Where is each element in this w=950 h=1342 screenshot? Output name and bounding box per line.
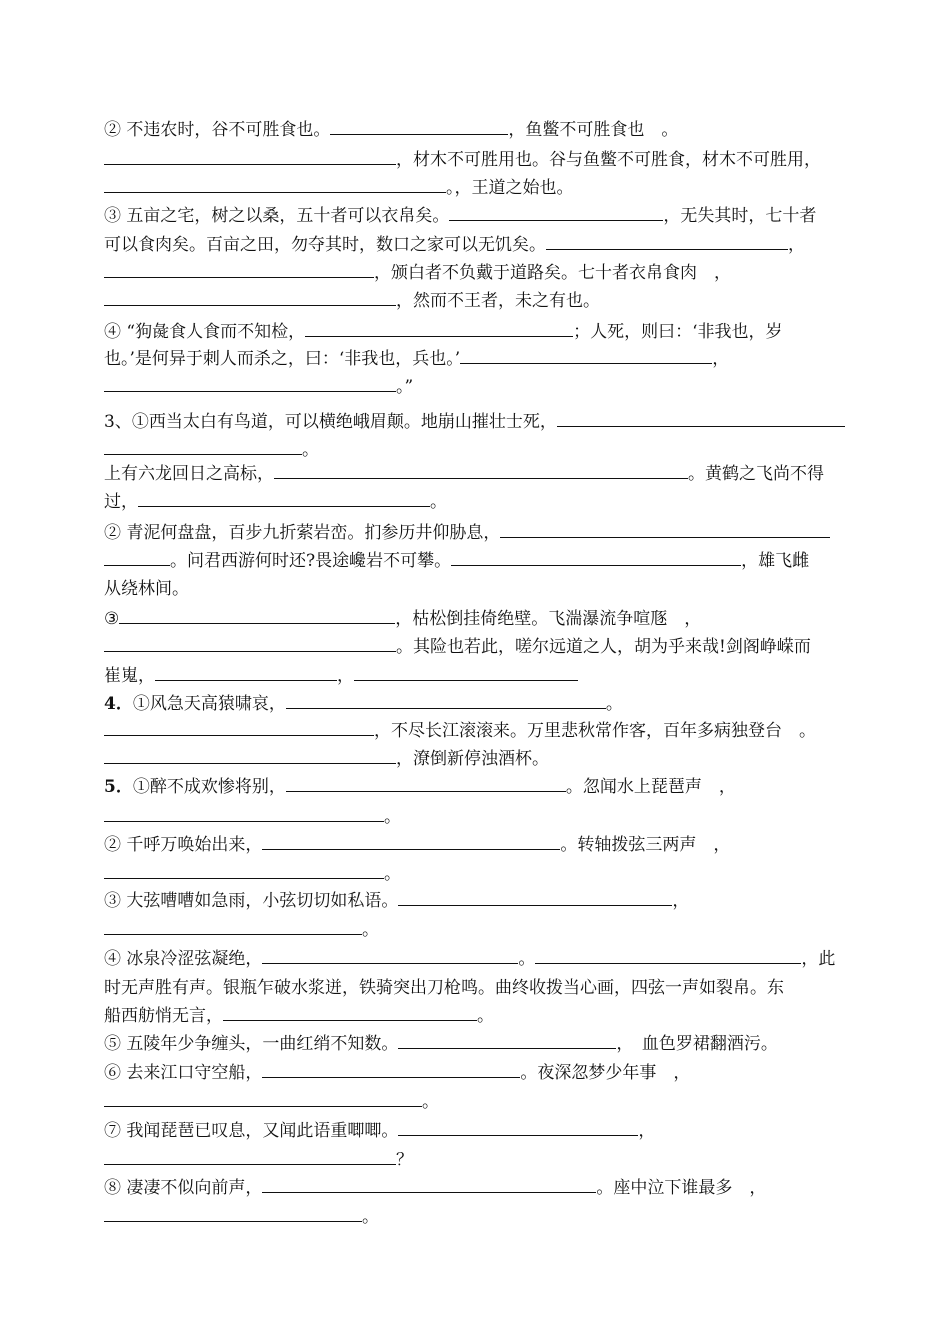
line-text: ⑤ 五陵年少争缠头，一曲红绡不知数。 bbox=[104, 1034, 399, 1054]
text-line bbox=[104, 1117, 655, 1145]
line-text: ，无失其时，七十者 bbox=[663, 206, 817, 226]
fill-in-blank[interactable] bbox=[104, 745, 396, 764]
text-line bbox=[104, 1203, 379, 1231]
line-text: 过， bbox=[104, 492, 138, 512]
line-text: ，雄飞雌 bbox=[741, 551, 810, 571]
line-text: 。 bbox=[518, 949, 536, 969]
text-line bbox=[104, 231, 805, 259]
fill-in-blank[interactable] bbox=[398, 1117, 638, 1136]
fill-in-blank[interactable] bbox=[104, 259, 374, 278]
text-line bbox=[104, 945, 835, 973]
fill-in-blank[interactable] bbox=[262, 1059, 520, 1078]
line-text: 。 bbox=[384, 864, 401, 884]
fill-in-blank[interactable] bbox=[155, 662, 337, 681]
line-text: 。转轴拨弦三两声 ， bbox=[560, 835, 731, 855]
line-text: 。黄鹤之飞尚不得 bbox=[688, 464, 824, 484]
fill-in-blank[interactable] bbox=[119, 605, 395, 624]
line-text: 。 bbox=[302, 440, 319, 460]
fill-in-blank[interactable] bbox=[460, 345, 712, 364]
text-line bbox=[104, 1059, 690, 1087]
line-text: ，材木不可胜用也。谷与鱼鳖不可胜食，材木不可胜用， bbox=[396, 150, 821, 170]
text-line bbox=[104, 259, 731, 287]
line-text: ，颁白者不负戴于道路矣。七十者衣帛食肉 ， bbox=[374, 263, 731, 283]
fill-in-blank[interactable] bbox=[104, 717, 374, 736]
text-line bbox=[104, 1088, 439, 1116]
line-text: 上有六龙回日之高标， bbox=[104, 464, 274, 484]
text-line bbox=[104, 887, 689, 915]
line-text: ④ 冰泉冷涩弦凝绝， bbox=[104, 949, 263, 969]
line-text: ，然而不王者，未之有也。 bbox=[396, 291, 600, 311]
line-text: ⑦ 我闻琵琶已叹息，又闻此语重唧唧。 bbox=[104, 1121, 399, 1141]
line-text: 。 bbox=[362, 920, 379, 940]
question-number: 5． bbox=[104, 777, 133, 797]
fill-in-blank[interactable] bbox=[546, 231, 788, 250]
line-text: ， bbox=[337, 666, 354, 686]
line-text: 船西舫悄无言， bbox=[104, 1006, 223, 1026]
line-text: 3、①西当太白有鸟道，可以横绝峨眉颠。地崩山摧壮士死， bbox=[104, 412, 557, 432]
fill-in-blank[interactable] bbox=[104, 803, 384, 822]
text-line bbox=[104, 831, 730, 859]
fill-in-blank[interactable] bbox=[104, 1088, 422, 1107]
line-text: 。 bbox=[430, 492, 447, 512]
line-text: 也。’是何异于刺人而杀之，曰：‘非我也，兵也。’ bbox=[104, 349, 461, 369]
text-line bbox=[104, 575, 189, 603]
line-text: ，此 bbox=[801, 949, 836, 969]
line-text: ② 千呼万唤始出来， bbox=[104, 835, 263, 855]
fill-in-blank[interactable] bbox=[223, 1002, 477, 1021]
line-text: ③ 大弦嘈嘈如急雨，小弦切切如私语。 bbox=[104, 891, 399, 911]
text-line bbox=[104, 146, 821, 174]
line-text: ⑥ 去来江口守空船， bbox=[104, 1063, 263, 1083]
line-text: ？ bbox=[396, 1150, 413, 1170]
fill-in-blank[interactable] bbox=[449, 202, 663, 221]
line-text: ；人死，则曰：‘非我也，岁 bbox=[573, 322, 783, 342]
line-text: 。问君西游何时还?畏途巉岩不可攀。 bbox=[170, 551, 452, 571]
text-line bbox=[104, 633, 811, 661]
fill-in-blank[interactable] bbox=[305, 318, 573, 337]
fill-in-blank[interactable] bbox=[104, 174, 446, 193]
line-text: ，不尽长江滚滚来。万里悲秋常作客，百年多病独登台 。 bbox=[374, 721, 816, 741]
text-line bbox=[104, 916, 379, 944]
text-line bbox=[104, 488, 447, 516]
text-line bbox=[104, 690, 623, 718]
line-text: 。 bbox=[362, 1207, 379, 1227]
text-line bbox=[104, 717, 816, 745]
line-text: 。忽闻水上琵琶声 ， bbox=[565, 777, 736, 797]
line-text: ①风急天高猿啸哀， bbox=[132, 694, 286, 714]
line-text: 。 bbox=[605, 694, 623, 714]
line-text: ，枯松倒挂倚绝壁。飞湍瀑流争喧豗 ， bbox=[395, 609, 702, 629]
line-text: ， bbox=[672, 891, 690, 911]
line-text: 从绕林间。 bbox=[104, 579, 189, 599]
fill-in-blank[interactable] bbox=[262, 945, 518, 964]
fill-in-blank[interactable] bbox=[104, 1203, 362, 1222]
line-text: 时无声胜有声。银瓶乍破水浆迸，铁骑突出刀枪鸣。曲终收拨当心画，四弦一声如裂帛。东 bbox=[104, 978, 784, 998]
text-line bbox=[104, 1030, 778, 1058]
fill-in-blank[interactable] bbox=[104, 436, 302, 455]
line-text: ④ “狗彘食人食而不知检， bbox=[104, 322, 306, 342]
fill-in-blank[interactable] bbox=[286, 690, 606, 709]
fill-in-blank[interactable] bbox=[104, 287, 396, 306]
line-text: 。座中泣下谁最多 ， bbox=[596, 1178, 767, 1198]
line-text: ， bbox=[712, 349, 730, 369]
fill-in-blank[interactable] bbox=[104, 1146, 396, 1165]
line-text: 。 bbox=[422, 1092, 439, 1112]
text-line bbox=[104, 605, 701, 633]
line-text: 。 bbox=[446, 178, 455, 198]
line-text: ，王道之始也。 bbox=[454, 178, 574, 198]
fill-in-blank[interactable] bbox=[535, 945, 801, 964]
fill-in-blank[interactable] bbox=[104, 373, 396, 392]
fill-in-blank[interactable] bbox=[354, 662, 578, 681]
text-line bbox=[104, 345, 729, 373]
text-line bbox=[104, 662, 578, 690]
line-text: 可以食肉矣。百亩之田，勿夺其时，数口之家可以无饥矣。 bbox=[104, 235, 546, 255]
fill-in-blank[interactable] bbox=[274, 460, 688, 479]
text-line bbox=[104, 1146, 413, 1174]
text-line bbox=[104, 803, 401, 831]
fill-in-blank[interactable] bbox=[104, 633, 396, 652]
fill-in-blank[interactable] bbox=[330, 116, 508, 135]
fill-in-blank[interactable] bbox=[262, 831, 560, 850]
text-line bbox=[104, 460, 824, 488]
line-text: 。 bbox=[477, 1006, 494, 1026]
text-line bbox=[104, 1002, 494, 1030]
text-line bbox=[104, 174, 574, 202]
fill-in-blank[interactable] bbox=[398, 1030, 616, 1049]
line-text: ③ 五亩之宅，树之以桑，五十者可以衣帛矣。 bbox=[104, 206, 450, 226]
fill-in-blank[interactable] bbox=[262, 1174, 596, 1193]
line-text: ①醉不成欢惨将别， bbox=[132, 777, 286, 797]
line-text: ⑧ 凄凄不似向前声， bbox=[104, 1178, 263, 1198]
fill-in-blank[interactable] bbox=[104, 146, 396, 165]
text-line bbox=[104, 974, 784, 1002]
fill-in-blank[interactable] bbox=[104, 547, 170, 566]
fill-in-blank[interactable] bbox=[138, 488, 430, 507]
fill-in-blank[interactable] bbox=[500, 519, 830, 538]
fill-in-blank[interactable] bbox=[557, 408, 845, 427]
line-text: ② 青泥何盘盘，百步九折萦岩峦。扪参历井仰胁息， bbox=[104, 523, 501, 543]
line-text: 。” bbox=[396, 377, 414, 397]
text-line bbox=[104, 547, 809, 575]
text-line bbox=[104, 202, 816, 230]
fill-in-blank[interactable] bbox=[104, 916, 362, 935]
line-text: ，鱼鳖不可胜食也 。 bbox=[508, 120, 679, 140]
fill-in-blank[interactable] bbox=[451, 547, 741, 566]
text-line bbox=[104, 519, 830, 547]
line-text: 。 bbox=[384, 807, 401, 827]
text-line bbox=[104, 287, 600, 315]
question-number: 4． bbox=[104, 694, 133, 714]
text-line bbox=[104, 318, 783, 346]
text-line bbox=[104, 408, 845, 436]
line-text: ， 血色罗裙翻酒污。 bbox=[616, 1034, 778, 1054]
text-line bbox=[104, 373, 413, 401]
line-text: 。夜深忽梦少年事 ， bbox=[520, 1063, 691, 1083]
fill-in-blank[interactable] bbox=[398, 887, 672, 906]
line-text: 崔嵬， bbox=[104, 666, 155, 686]
text-line bbox=[104, 116, 678, 144]
fill-in-blank[interactable] bbox=[286, 773, 566, 792]
text-line bbox=[104, 1174, 766, 1202]
text-line bbox=[104, 773, 736, 801]
line-text: ② 不违农时，谷不可胜食也。 bbox=[104, 120, 331, 140]
text-line bbox=[104, 745, 549, 773]
line-text: ③ bbox=[104, 609, 120, 629]
line-text: ， bbox=[788, 235, 805, 255]
line-text: 。其险也若此，嗟尔远道之人，胡为乎来哉!剑阁峥嵘而 bbox=[396, 637, 811, 657]
text-line bbox=[104, 860, 401, 888]
line-text: ， bbox=[638, 1121, 656, 1141]
line-text: ，潦倒新停浊酒杯。 bbox=[396, 749, 549, 769]
fill-in-blank[interactable] bbox=[104, 860, 384, 879]
